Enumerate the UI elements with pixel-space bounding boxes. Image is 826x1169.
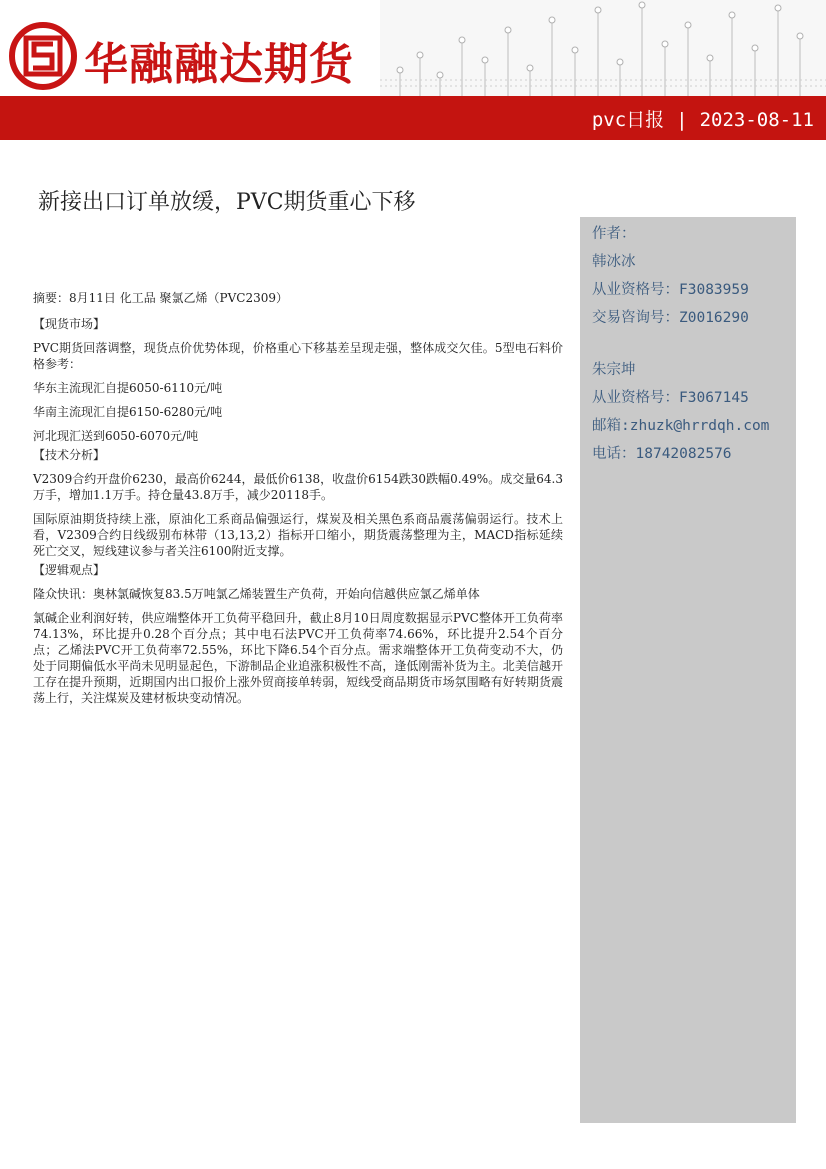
document-title: 新接出口订单放缓，PVC期货重心下移 <box>38 190 416 215</box>
logic-line-1: 隆众快讯：奥林氯碱恢复83.5万吨氯乙烯装置生产负荷，开始向信越供应氯乙烯单体 <box>33 587 480 601</box>
company-logo-icon <box>9 22 77 90</box>
author-1-name: 韩冰冰 <box>592 254 636 270</box>
tech-paragraph-1: V2309合约开盘价6230，最高价6244，最低价6138，收盘价6154跌30跌幅0.49%。成交量64.3万手，增加1.1万手。持仓量43.8万手，减少20118手。 <box>33 472 563 502</box>
author-1-qualification: 从业资格号：F3083959 <box>592 282 749 298</box>
company-name: 华融融达期货 <box>84 39 354 90</box>
tech-paragraph-2: 国际原油期货持续上涨，原油化工系商品偏强运行，煤炭及相关黑色系商品震荡偏弱运行。技术上看，V2309合约日线级别布林带（13,13,2）指标开口缩小，期货震荡整理为主，MACD指标延续死亡交叉，短线建议参与者关注6100附近支撑。 <box>33 512 563 558</box>
decorative-pattern <box>380 0 826 96</box>
report-info <box>592 105 814 132</box>
author-2-qualification: 从业资格号：F3067145 <box>592 390 749 406</box>
spot-price-hebei: 河北现汇送到6050-6070元/吨 <box>33 429 199 443</box>
spot-text: PVC期货回落调整，现货点价优势体现，价格重心下移基差呈现走强，整体成交欠佳。5型电石料价格参考： <box>33 341 563 371</box>
author-sidebar <box>580 217 796 1123</box>
summary: 摘要：8月11日 化工品 聚氯乙烯（PVC2309） <box>33 291 288 305</box>
author-2-email[interactable]: 邮箱:zhuzk@hrrdqh.com <box>592 418 770 434</box>
author-2-name: 朱宗坤 <box>592 362 636 378</box>
header <box>0 0 826 96</box>
logic-paragraph: 氯碱企业利润好转，供应端整体开工负荷平稳回升，截止8月10日周度数据显示PVC整体开工负荷率74.13%，环比提升0.28个百分点；其中电石法PVC开工负荷率74.66%，环比提升2.54个百分点；乙烯法PVC开工负荷率72.55%，环比下降6.54个百分点。需求端整体开工负荷变动不大，仍处于同期偏低水平尚未见明显起色，下游制品企业追涨积极性不高，逢低刚需补货为主。北美信越开工存在提升预期，近期国内出口报价上涨外贸商接单转弱，短线受商品期货市场氛围略有好转期货震荡上行，关注煤炭及建材板块变动情况。 <box>33 611 563 705</box>
report-body <box>33 290 563 714</box>
author-1-consult-number: 交易咨询号：Z0016290 <box>592 310 749 326</box>
spot-price-south: 华南主流现汇自提6150-6280元/吨 <box>33 405 223 419</box>
spot-price-east: 华东主流现汇自提6050-6110元/吨 <box>33 381 223 395</box>
separator: | <box>676 109 688 131</box>
report-date: 2023-08-11 <box>699 109 814 131</box>
section-heading-spot: 【现货市场】 <box>33 317 106 331</box>
section-heading-logic: 【逻辑观点】 <box>33 563 106 577</box>
author-label: 作者： <box>592 226 636 242</box>
report-type: pvc日报 <box>591 109 665 131</box>
section-heading-tech: 【技术分析】 <box>33 448 106 462</box>
author-2-phone: 电话：18742082576 <box>592 446 732 462</box>
